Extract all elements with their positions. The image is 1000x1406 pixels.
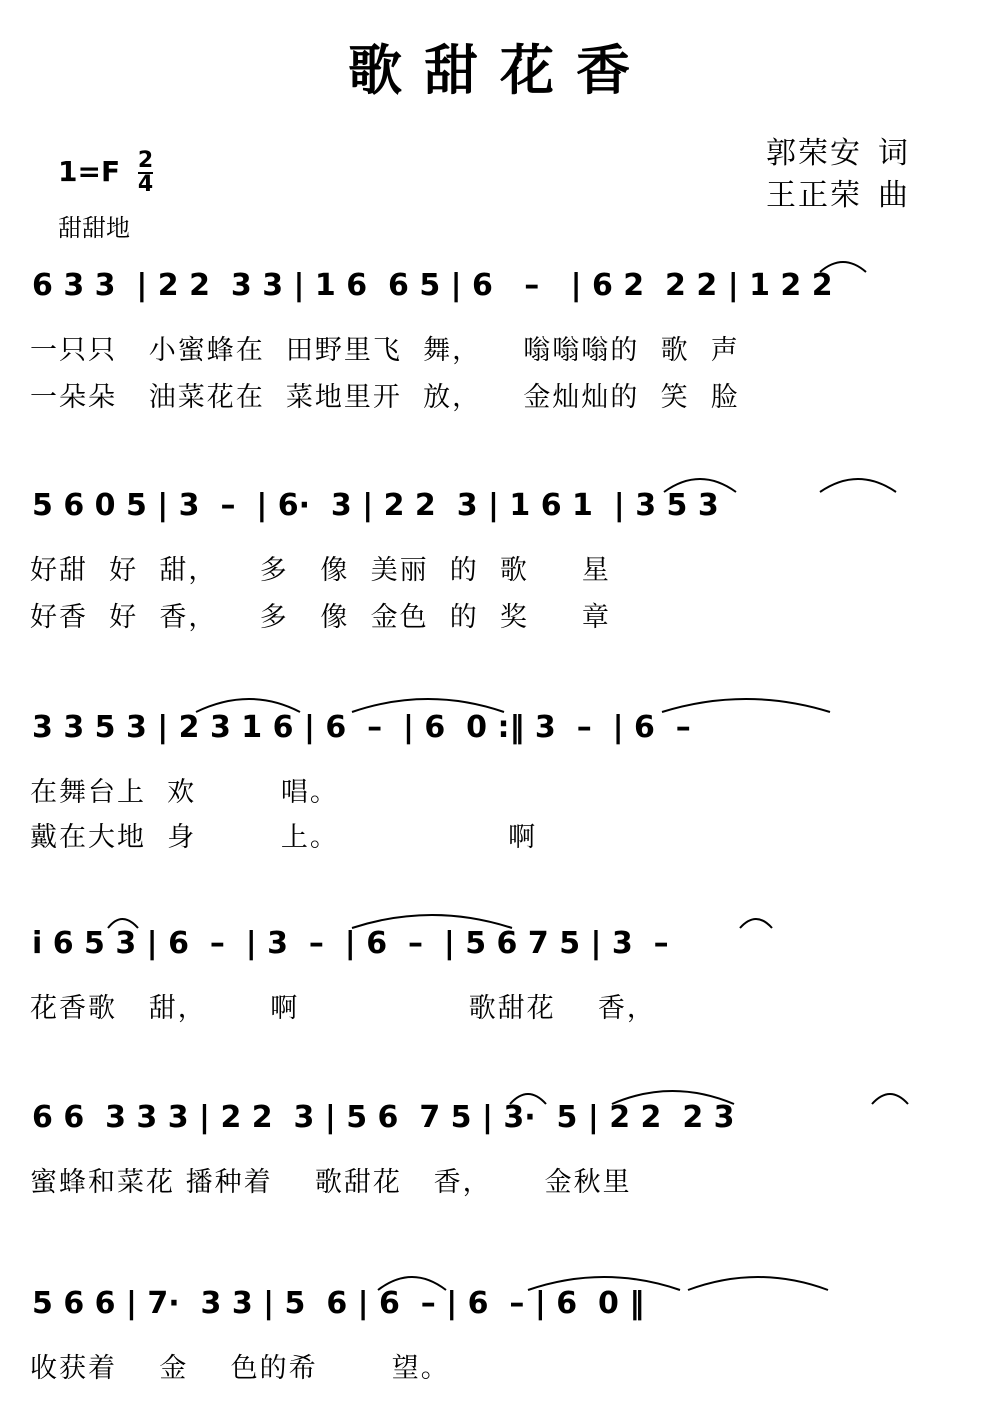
notation-line: 3 3 5 3 | 2 3 1 6 | 6 – | 6 0 :‖ 3 – | 6 – xyxy=(32,710,691,745)
notation-line: 6 6 3 3 3 | 2 2 3 | 5 6 7 5 | 3· 5 | 2 2 2 3 xyxy=(32,1100,735,1135)
time-denominator: 4 xyxy=(137,172,154,197)
composer-name: 王正荣 xyxy=(766,178,862,213)
lyric-verse-2: 一朵朵 油菜花在 菜地里开 放， 金灿灿的 笑 脸 xyxy=(30,382,740,413)
lyric-verse-2: 好香 好 香， 多 像 金色 的 奖 章 xyxy=(30,602,611,633)
key-equals: = xyxy=(77,155,101,188)
lyric-line: 花香歌 甜， 啊 歌甜花 香， xyxy=(30,993,656,1024)
time-signature xyxy=(138,150,153,196)
lyric-line: 蜜蜂和菜花 播种着 歌甜花 香， 金秋里 xyxy=(30,1167,632,1198)
tie xyxy=(688,1277,828,1290)
lyricist-credit xyxy=(766,128,910,172)
time-numerator: 2 xyxy=(137,148,154,173)
composer-role: 曲 xyxy=(878,178,910,213)
song-title: 歌甜花香 xyxy=(348,39,652,102)
slur xyxy=(872,1094,908,1104)
notation-line: 6 3 3 | 2 2 3 3 | 1 6 6 5 | 6 – | 6 2 2 2 | 1 2 2 xyxy=(32,268,833,303)
key-do: 1 xyxy=(58,155,78,188)
notation-line: 5 6 6 | 7· 3 3 | 5 6 | 6 – | 6 – | 6 0 ‖ xyxy=(32,1286,645,1321)
lyric-verse-1: 一只只 小蜜蜂在 田野里飞 舞， 嗡嗡嗡的 歌 声 xyxy=(30,335,740,366)
notation-line: 5 6 0 5 | 3 – | 6· 3 | 2 2 3 | 1 6 1 | 3 5 3 xyxy=(32,488,719,523)
lyric-verse-1: 好甜 好 甜， 多 像 美丽 的 歌 星 xyxy=(30,555,611,586)
key-note: F xyxy=(100,155,121,188)
slur xyxy=(740,919,772,928)
tempo-marking: 甜甜地 xyxy=(58,214,130,242)
lyricist-name: 郭荣安 xyxy=(766,136,862,171)
key-signature xyxy=(58,150,153,196)
composer-credit xyxy=(766,170,910,214)
lyric-verse-2: 戴在大地 身 上。 啊 xyxy=(30,822,538,853)
slur xyxy=(820,479,896,492)
lyric-verse-1: 在舞台上 欢 唱。 xyxy=(30,777,339,808)
lyric-line: 收获着 金 色的希 望。 xyxy=(30,1353,450,1384)
lyricist-role: 词 xyxy=(878,136,910,171)
notation-line: i 6 5 3 | 6 – | 3 – | 6 – | 5 6 7 5 | 3 – xyxy=(32,926,669,961)
